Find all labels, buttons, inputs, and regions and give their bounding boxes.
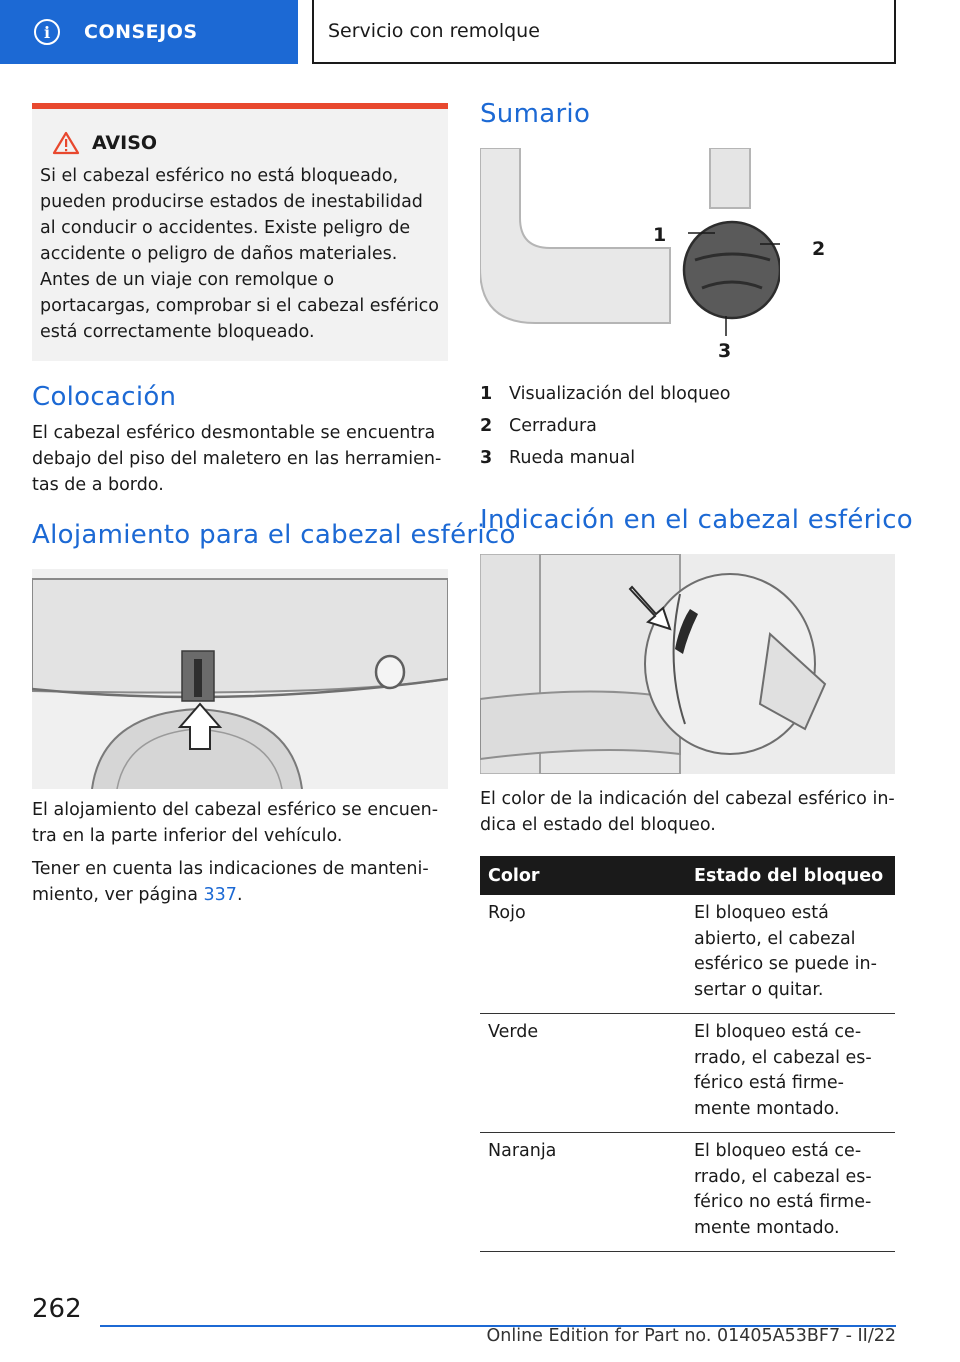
table-cell-estado: El bloqueo está cerrado, el cabezal esférico no está firmemente montado. [686,1133,895,1252]
table-cell-color: Verde [480,1014,686,1133]
alojamiento-text-2-body: Tener en cuenta las indicaciones de mantenimiento, ver página [32,859,429,905]
callout-3: 3 [718,340,732,362]
legend-label: Cerradura [509,416,597,436]
legend-item [480,378,896,410]
table-header-color: Color [480,856,686,895]
table-cell-color: Rojo [480,895,686,1014]
table-row [480,1133,895,1252]
hitch-mount-figure [32,569,448,789]
table-header-estado: Estado del bloqueo [686,856,895,895]
alojamiento-text-1: El alojamiento del cabezal esférico se encuentra en la parte inferior del vehículo. [32,800,439,846]
lock-status-table [480,856,895,1252]
warning-text: Si el cabezal esférico no está bloqueado, pueden producirse estados de inestabilidad al conducir o accidentes. Existe peligro de accidente o peligro de daños materiales. Antes de un viaje con remolque o portacargas, comprobar si el cabezal esférico está correctamente bloqueado. [40,166,439,342]
page-title: Servicio con remolque [312,0,896,64]
legend-number: 3 [480,448,493,468]
footer-edition: Online Edition for Part no. 01405A53BF7 - II/22 [486,1326,896,1346]
heading-alojamiento: Alojamiento para el cabezal esférico [32,520,516,550]
legend-number: 1 [480,384,493,404]
indicator-illustration [480,554,895,774]
page-link[interactable]: 337 [203,885,237,905]
ball-head-figure [480,148,780,370]
indicator-figure [480,554,895,774]
heading-sumario: Sumario [480,99,591,129]
hitch-mount-illustration [32,569,448,789]
alojamiento-text-2-end: . [236,885,243,905]
section-tab[interactable] [0,0,298,64]
table-row [480,895,895,1014]
legend-label: Rueda manual [509,448,636,468]
indicacion-text: El color de la indicación del cabezal esférico indica el estado del bloqueo. [480,789,895,835]
info-icon: i [34,19,60,45]
legend-label: Visualización del bloqueo [509,384,731,404]
table-cell-color: Naranja [480,1133,686,1252]
page-number: 262 [32,1294,82,1324]
section-tab-label: CONSEJOS [84,21,198,43]
legend-list [480,378,896,474]
heading-indicacion: Indicación en el cabezal esférico [480,505,913,535]
callout-1: 1 [653,224,667,246]
table-row [480,1014,895,1133]
legend-item [480,410,896,442]
alojamiento-text-2 [32,856,448,908]
legend-item [480,442,896,474]
table-header-row [480,856,895,895]
warning-box [32,103,448,361]
legend-number: 2 [480,416,493,436]
warning-triangle-icon [52,131,80,155]
ball-head-illustration [480,148,780,370]
table-cell-estado: El bloqueo está abierto, el cabezal esférico se puede insertar o quitar. [686,895,895,1014]
colocacion-text: El cabezal esférico desmontable se encuentra debajo del piso del maletero en las herramientas de a bordo. [32,423,442,495]
callout-2: 2 [812,238,826,260]
warning-title: AVISO [92,132,158,154]
table-cell-estado: El bloqueo está cerrado, el cabezal esférico está firmemente montado. [686,1014,895,1133]
heading-colocacion: Colocación [32,382,177,412]
